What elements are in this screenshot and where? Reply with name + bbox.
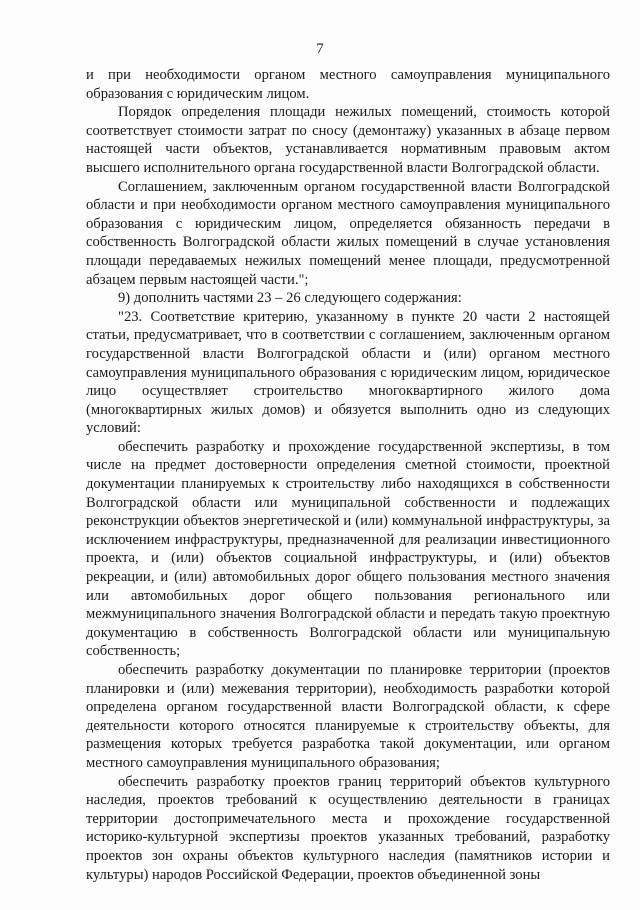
document-body [86, 66, 610, 884]
paragraph-part-23: "23. Соответствие критерию, указанному в пункте 20 части 2 настоящей статьи, предусматривает, что в соответствии с соглашением, заключенным органом государственной власти Волгоградской области и (или) органом местного самоуправления муниципального образования с юридическим лицом, юридическое лицо осуществляет строительство многоквартирного жилого дома (многоквартирных жилых домов) и обязуется выполнить одно из следующих условий: [86, 308, 610, 437]
paragraph-condition-cultural-heritage: обеспечить разработку проектов границ территорий объектов культурного наследия, проектов требований к осуществлению деятельности в границах территории достопримечательного места и прохождение государственной историко-культурной экспертизы проектов указанных требований, разработку проектов зон охраны объектов культурного наследия (памятников истории и культуры) народов Российской Федерации, проектов объединенной зоны [86, 773, 610, 883]
paragraph-condition-territory-planning: обеспечить разработку документации по планировке территории (проектов планировки и (или) межевания территории), необходимость разработки которой определена органом государственной власти Волгоградской области, к сфере деятельности которого относятся планируемые к строительству объекты, для размещения которых требуется разработка такой документации, или органом местного самоуправления муниципального образования; [86, 662, 610, 771]
paragraph-amendment-item-9: 9) дополнить частями 23 – 26 следующего содержания: [118, 290, 462, 307]
page-number: 7 [316, 41, 324, 57]
paragraph-continuation: и при необходимости органом местного самоуправления муниципального образования с юридическим лицом. [86, 67, 610, 102]
paragraph-area-procedure: Порядок определения площади нежилых помещений, стоимость которой соответствует стоимости затрат по сносу (демонтажу) указанных в абзаце первом настоящей части объектов, устанавливается нормативным правовым актом высшего исполнительного органа государственной власти Волгоградской области. [86, 104, 610, 176]
paragraph-condition-project-documentation: обеспечить разработку и прохождение государственной экспертизы, в том числе на предмет достоверности определения сметной стоимости, проектной документации планируемых к строительству либо находящихся в собственности Волгоградской области или муниципальной собственности и подлежащих реконструкции объектов энергетической и (или) коммунальной инфраструктуры, за исключением инфраструктуры, предназначенной для реализации инвестиционного проекта, и (или) объектов социальной инфраструктуры, и (или) объектов рекреации, и (или) автомобильных дорог общего пользования местного значения или автомобильных дорог общего пользования регионального или межмуниципального значения Волгоградской области и передать такую проектную документацию в собственность Волгоградской области или муниципальную собственность; [86, 438, 610, 660]
paragraph-agreement-obligation: Соглашением, заключенным органом государственной власти Волгоградской области и при необходимости органом местного самоуправления муниципального образования с юридическим лицом, определяется обязанность передачи в собственность Волгоградской области жилых помещений в случае установления площади передаваемых нежилых помещений менее площади, предусмотренной абзацем первым настоящей части."; [86, 178, 610, 288]
